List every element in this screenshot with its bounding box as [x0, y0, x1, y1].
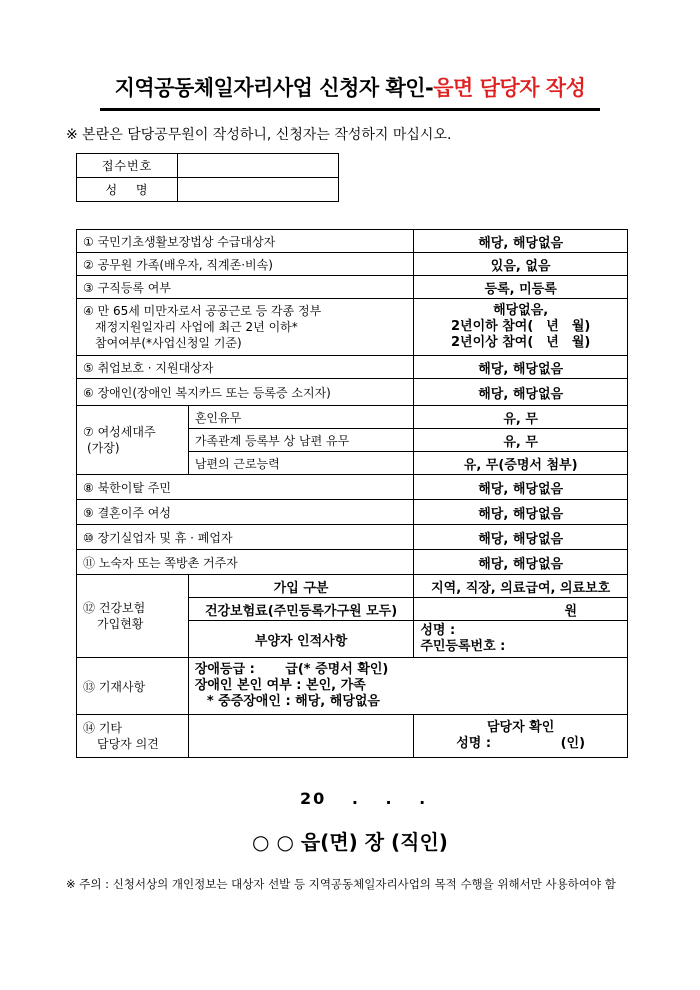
sub-label: 남편의 근로능력: [188, 452, 414, 475]
table-row: [77, 276, 628, 299]
row-value[interactable]: 해당, 해당없음: [414, 525, 628, 550]
row-label-line: 가입현황: [97, 617, 144, 631]
date-line: 20 . . .: [300, 789, 428, 808]
table-row: [77, 253, 628, 276]
row-value-line: 장애등급 : 급(* 증명서 확인): [194, 662, 389, 677]
sub-label: 가입 구분: [188, 575, 414, 598]
row-value[interactable]: 유, 무: [414, 429, 628, 452]
sub-label: 건강보험료(주민등록가구원 모두): [188, 598, 414, 621]
receipt-number-label: 접수번호: [77, 154, 178, 178]
table-row: [77, 230, 628, 253]
footnote: ※ 주의 : 신청서상의 개인정보는 대상자 선발 등 지역공동체일자리사업의 목적 수행을 위해서만 사용하여야 함: [66, 877, 616, 891]
row-label: [77, 406, 189, 475]
row-label-line: ④ 만 65세 미만자로서 공공근로 등 각종 정부: [83, 304, 322, 318]
row-value[interactable]: [414, 621, 628, 658]
table-row: [77, 299, 628, 356]
row-label-line: 담당자 의견: [97, 737, 159, 751]
row-value-line: 주민등록번호 :: [420, 639, 506, 654]
receipt-number-field[interactable]: [178, 154, 339, 178]
row-value[interactable]: 있음, 없음: [414, 253, 628, 276]
opinion-field[interactable]: [188, 715, 414, 758]
row-value[interactable]: 원: [414, 598, 628, 621]
table-row: [77, 715, 628, 758]
row-label: [77, 299, 414, 356]
signature-line: ○ ○ 읍(면) 장 (직인): [252, 830, 448, 854]
table-row: [77, 379, 628, 406]
title-highlight: 읍면 담당자 작성: [433, 76, 586, 100]
row-value[interactable]: [414, 715, 628, 758]
row-label: ⑤ 취업보호 · 지원대상자: [77, 356, 414, 379]
name-field[interactable]: [178, 178, 339, 202]
row-value-line: 2년이하 참여( 년 월): [450, 319, 591, 334]
row-value-line: 장애인 본인 여부 : 본인, 가족: [194, 678, 366, 693]
row-value[interactable]: [188, 658, 627, 715]
row-value[interactable]: [414, 299, 628, 356]
table-row: [77, 550, 628, 575]
row-value[interactable]: 지역, 직장, 의료급여, 의료보호: [414, 575, 628, 598]
row-value-line: * 중증장애인 : 해당, 해당없음: [206, 694, 380, 709]
row-label-line: ⑫ 건강보험: [83, 601, 146, 615]
row-label: ① 국민기초생활보장법상 수급대상자: [77, 230, 414, 253]
row-value-line: 2년이상 참여( 년 월): [450, 335, 591, 350]
document-title: [100, 68, 600, 111]
row-label-line: ⑭ 기타: [83, 721, 122, 735]
row-value-line: 담당자 확인: [486, 720, 555, 735]
row-value[interactable]: 유, 무(증명서 첨부): [414, 452, 628, 475]
row-value[interactable]: 해당, 해당없음: [414, 475, 628, 500]
row-label: ⑥ 장애인(장애인 복지카드 또는 등록증 소지자): [77, 379, 414, 406]
table-row: [77, 356, 628, 379]
row-value[interactable]: 해당, 해당없음: [414, 550, 628, 575]
row-label-line: ⑦ 여성세대주: [83, 425, 156, 439]
row-value[interactable]: 해당, 해당없음: [414, 356, 628, 379]
row-label-line: 참여여부(*사업신청일 기준): [95, 336, 242, 350]
row-value[interactable]: 해당, 해당없음: [414, 500, 628, 525]
row-label: ② 공무원 가족(배우자, 직계존·비속): [77, 253, 414, 276]
row-value[interactable]: 해당, 해당없음: [414, 379, 628, 406]
row-label: ⑬ 기재사항: [77, 658, 189, 715]
table-row: [77, 406, 628, 429]
row-value[interactable]: 등록, 미등록: [414, 276, 628, 299]
table-row: [77, 500, 628, 525]
row-value-line: 성명 :: [420, 623, 456, 638]
row-value[interactable]: 해당, 해당없음: [414, 230, 628, 253]
row-label: [77, 715, 189, 758]
notice-text: ※ 본란은 담당공무원이 작성하니, 신청자는 작성하지 마십시오.: [66, 127, 452, 143]
header-table: [76, 153, 339, 202]
table-row: [77, 575, 628, 598]
table-row: [77, 658, 628, 715]
row-label: ⑪ 노숙자 또는 쪽방촌 거주자: [77, 550, 414, 575]
name-label: 성 명: [77, 178, 178, 202]
table-row: [77, 475, 628, 500]
sub-label: 가족관계 등록부 상 남편 유무: [188, 429, 414, 452]
row-value-line: 성명 : (인): [456, 736, 586, 751]
row-label-line: (가장): [87, 441, 120, 455]
row-label-line: 재정지원일자리 사업에 최근 2년 이하*: [95, 320, 298, 334]
row-label: ⑧ 북한이탈 주민: [77, 475, 414, 500]
title-main: 지역공동체일자리사업 신청자 확인-: [114, 76, 434, 100]
row-label: ⑨ 결혼이주 여성: [77, 500, 414, 525]
row-value[interactable]: 유, 무: [414, 406, 628, 429]
sub-label: 부양자 인적사항: [188, 621, 414, 658]
row-label: ⑩ 장기실업자 및 휴 · 폐업자: [77, 525, 414, 550]
checklist-table: [76, 229, 628, 758]
row-label: ③ 구직등록 여부: [77, 276, 414, 299]
row-label: [77, 575, 189, 658]
row-value-line: 해당없음,: [493, 303, 549, 318]
sub-label: 혼인유무: [188, 406, 414, 429]
table-row: [77, 525, 628, 550]
